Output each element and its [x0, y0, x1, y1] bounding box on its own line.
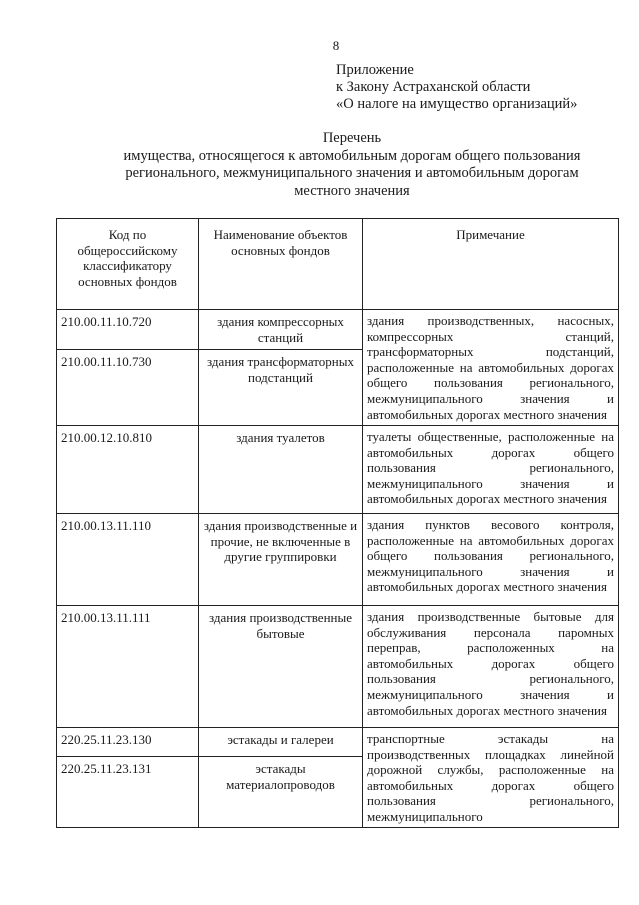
header-code: Код по общероссийскому классификатору основных фондов — [57, 219, 199, 310]
title-line: имущества, относящегося к автомобильным дорогам общего пользования — [123, 147, 581, 164]
appendix-line: к Закону Астраханской области — [336, 79, 531, 95]
row-name: здания производственные и прочие, не включенные в другие группировки — [199, 514, 363, 606]
row-name: здания компрессорных станций — [199, 310, 363, 350]
row-note: транспортные эстакады на производственных площадках линейной дорожной службы, расположенные на автомобильных дорогах общего пользования регионального, межмуниципального — [363, 728, 619, 828]
appendix-line: Приложение — [336, 62, 414, 78]
row-name: эстакады и галереи — [199, 728, 363, 757]
row-note: здания производственных, насосных, компрессорных станций, трансформаторных подстанций, расположенные на автомобильных дорогах общего пользования регионального, межмуниципального значения и автомобильных дорогах местного значения — [363, 310, 619, 426]
row-name: здания производственные бытовые — [199, 606, 363, 728]
header-note: Примечание — [363, 219, 619, 310]
title-line: Перечень — [322, 130, 382, 146]
appendix-header — [336, 62, 626, 113]
table-row — [57, 514, 619, 606]
appendix-line: «О налоге на имущество организаций» — [336, 96, 578, 112]
row-note: здания пунктов весового контроля, расположенные на автомобильных дорогах общего пользования регионального, межмуниципального значения и автомобильных дорогах местного значения — [363, 514, 619, 606]
property-table — [56, 218, 619, 828]
row-code: 210.00.13.11.111 — [57, 606, 199, 728]
row-code: 210.00.11.10.720 — [57, 310, 199, 350]
title-line: регионального, межмуниципального значения и автомобильным дорогам — [125, 165, 579, 181]
row-name: здания трансформаторных подстанций — [199, 350, 363, 426]
table-header-row — [57, 219, 619, 310]
row-note: здания производственные бытовые для обслуживания персонала паромных переправ, расположенных на автомобильных дорогах общего пользования регионального, межмуниципального значения и автомобильных дорогах местного значения — [363, 606, 619, 728]
page-number: 8 — [332, 38, 340, 53]
table-row — [57, 728, 619, 757]
table-row — [57, 310, 619, 350]
table-row — [57, 606, 619, 728]
row-name: здания туалетов — [199, 426, 363, 514]
title-line: местного значения — [294, 182, 410, 199]
row-code: 210.00.12.10.810 — [57, 426, 199, 514]
document-title — [40, 130, 639, 200]
row-code: 210.00.13.11.110 — [57, 514, 199, 606]
row-note: туалеты общественные, расположенные на автомобильных дорогах общего пользования регионального, межмуниципального значения и автомобильных дорогах местного значения — [363, 426, 619, 514]
header-name: Наименование объектов основных фондов — [199, 219, 363, 310]
table-row — [57, 426, 619, 514]
row-code: 210.00.11.10.730 — [57, 350, 199, 426]
row-code: 220.25.11.23.130 — [57, 728, 199, 757]
row-code: 220.25.11.23.131 — [57, 757, 199, 827]
row-name: эстакады материалопроводов — [199, 757, 363, 827]
